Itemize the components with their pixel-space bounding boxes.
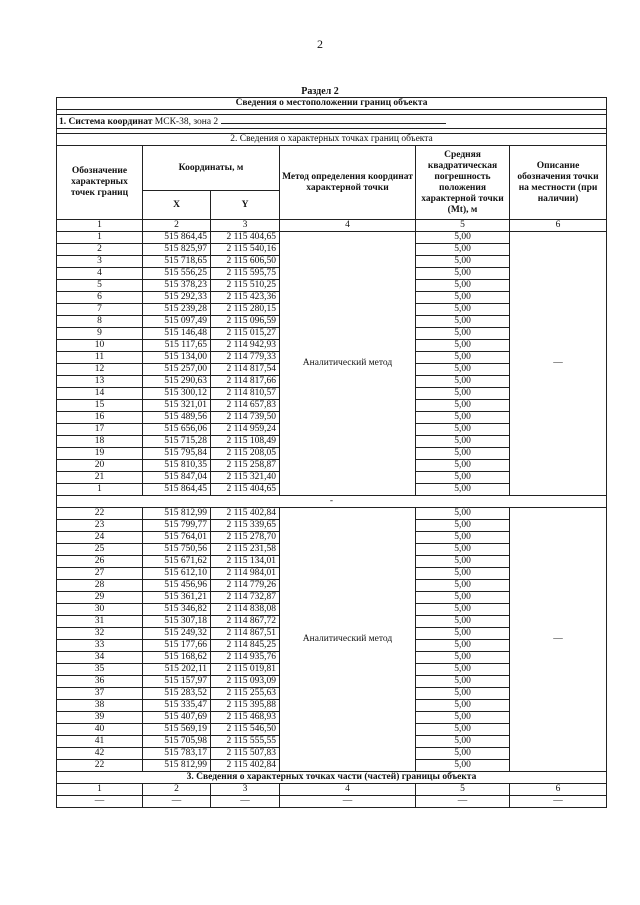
point-number: 21 <box>57 472 143 484</box>
coord-x: 515 307,18 <box>143 616 211 628</box>
point-number: 40 <box>57 724 143 736</box>
coord-x: 515 168,62 <box>143 652 211 664</box>
error-value: 5,00 <box>416 664 510 676</box>
page-number: 2 <box>317 37 323 51</box>
coord-y: 2 115 280,15 <box>211 304 280 316</box>
coord-y: 2 115 423,36 <box>211 292 280 304</box>
column-number-6: 6 <box>510 220 607 232</box>
coord-y: 2 115 546,50 <box>211 724 280 736</box>
coord-y: 2 115 255,63 <box>211 688 280 700</box>
error-value: 5,00 <box>416 652 510 664</box>
coord-x: 515 569,19 <box>143 724 211 736</box>
coord-y: 2 114 657,83 <box>211 400 280 412</box>
header-coordinates: Координаты, м <box>143 146 280 191</box>
description-cell: — <box>510 232 607 496</box>
coord-y: 2 115 015,27 <box>211 328 280 340</box>
dash-cell: — <box>510 796 607 808</box>
error-value: 5,00 <box>416 640 510 652</box>
coord-x: 515 847,04 <box>143 472 211 484</box>
error-value: 5,00 <box>416 376 510 388</box>
error-value: 5,00 <box>416 400 510 412</box>
point-number: 1 <box>57 232 143 244</box>
coord-x: 515 097,49 <box>143 316 211 328</box>
point-number: 17 <box>57 424 143 436</box>
error-value: 5,00 <box>416 580 510 592</box>
coord-y: 2 115 468,93 <box>211 712 280 724</box>
error-value: 5,00 <box>416 424 510 436</box>
point-number: 7 <box>57 304 143 316</box>
coord-y: 2 115 402,84 <box>211 760 280 772</box>
point-number: 12 <box>57 364 143 376</box>
error-value: 5,00 <box>416 448 510 460</box>
column-number-3: 3 <box>211 784 280 796</box>
error-value: 5,00 <box>416 304 510 316</box>
coord-y: 2 114 845,25 <box>211 640 280 652</box>
point-number: 32 <box>57 628 143 640</box>
coord-x: 515 718,65 <box>143 256 211 268</box>
description-cell: — <box>510 508 607 772</box>
coord-y: 2 114 935,76 <box>211 652 280 664</box>
coord-y: 2 115 510,25 <box>211 280 280 292</box>
coord-y: 2 115 134,01 <box>211 556 280 568</box>
coord-x: 515 177,66 <box>143 640 211 652</box>
coord-x: 515 292,33 <box>143 292 211 304</box>
coord-x: 515 117,65 <box>143 340 211 352</box>
point-number: 19 <box>57 448 143 460</box>
point-number: 34 <box>57 652 143 664</box>
coord-y: 2 115 108,49 <box>211 436 280 448</box>
error-value: 5,00 <box>416 340 510 352</box>
coord-y: 2 115 595,75 <box>211 268 280 280</box>
error-value: 5,00 <box>416 544 510 556</box>
error-value: 5,00 <box>416 604 510 616</box>
coord-x: 515 812,99 <box>143 508 211 520</box>
point-number: 10 <box>57 340 143 352</box>
coord-x: 515 321,01 <box>143 400 211 412</box>
error-value: 5,00 <box>416 388 510 400</box>
header-designation: Обозначение характерных точек границ <box>57 146 143 220</box>
boundary-table <box>56 97 607 808</box>
coord-x: 515 257,00 <box>143 364 211 376</box>
error-value: 5,00 <box>416 244 510 256</box>
point-number: 37 <box>57 688 143 700</box>
point-number: 39 <box>57 712 143 724</box>
error-value: 5,00 <box>416 316 510 328</box>
coord-x: 515 361,21 <box>143 592 211 604</box>
coord-y: 2 114 942,93 <box>211 340 280 352</box>
contour-separator-row <box>57 496 607 508</box>
coord-y: 2 115 321,40 <box>211 472 280 484</box>
point-number: 1 <box>57 484 143 496</box>
point-number: 9 <box>57 328 143 340</box>
coord-y: 2 114 867,51 <box>211 628 280 640</box>
coord-x: 515 864,45 <box>143 484 211 496</box>
coord-x: 515 290,63 <box>143 376 211 388</box>
point-number: 16 <box>57 412 143 424</box>
point-number: 41 <box>57 736 143 748</box>
coord-x: 515 612,10 <box>143 568 211 580</box>
coord-y: 2 115 278,70 <box>211 532 280 544</box>
error-value: 5,00 <box>416 628 510 640</box>
point-number: 38 <box>57 700 143 712</box>
coord-y: 2 115 208,05 <box>211 448 280 460</box>
coord-x: 515 812,99 <box>143 760 211 772</box>
coord-x: 515 864,45 <box>143 232 211 244</box>
coord-y: 2 115 096,59 <box>211 316 280 328</box>
system-label: 1. Система координат <box>59 117 153 127</box>
point-number: 28 <box>57 580 143 592</box>
error-value: 5,00 <box>416 676 510 688</box>
table-row <box>57 232 607 244</box>
coord-x: 515 378,23 <box>143 280 211 292</box>
coord-x: 515 335,47 <box>143 700 211 712</box>
coord-x: 515 750,56 <box>143 544 211 556</box>
coord-y: 2 114 732,87 <box>211 592 280 604</box>
point-number: 5 <box>57 280 143 292</box>
error-value: 5,00 <box>416 256 510 268</box>
coord-y: 2 115 258,87 <box>211 460 280 472</box>
header-x: X <box>143 191 211 220</box>
coord-x: 515 300,12 <box>143 388 211 400</box>
point-number: 8 <box>57 316 143 328</box>
point-number: 26 <box>57 556 143 568</box>
error-value: 5,00 <box>416 700 510 712</box>
point-number: 29 <box>57 592 143 604</box>
coord-y: 2 114 984,01 <box>211 568 280 580</box>
column-number-3: 3 <box>211 220 280 232</box>
coord-y: 2 114 817,54 <box>211 364 280 376</box>
error-value: 5,00 <box>416 568 510 580</box>
coord-y: 2 115 019,81 <box>211 664 280 676</box>
method-cell: Аналитический метод <box>280 508 416 772</box>
underline <box>221 115 446 124</box>
header-y: Y <box>211 191 280 220</box>
coord-y: 2 115 402,84 <box>211 508 280 520</box>
error-value: 5,00 <box>416 616 510 628</box>
error-value: 5,00 <box>416 592 510 604</box>
dash-cell: — <box>211 796 280 808</box>
column-number-5: 5 <box>416 220 510 232</box>
point-number: 11 <box>57 352 143 364</box>
coord-y: 2 115 395,88 <box>211 700 280 712</box>
column-number-1: 1 <box>57 220 143 232</box>
empty-dash-row <box>57 796 607 808</box>
coord-x: 515 407,69 <box>143 712 211 724</box>
error-value: 5,00 <box>416 268 510 280</box>
coord-y: 2 115 540,16 <box>211 244 280 256</box>
point-number: 33 <box>57 640 143 652</box>
point-number: 22 <box>57 508 143 520</box>
point-number: 6 <box>57 292 143 304</box>
coord-x: 515 239,28 <box>143 304 211 316</box>
column-number-1: 1 <box>57 784 143 796</box>
coord-y: 2 115 507,83 <box>211 748 280 760</box>
coord-y: 2 114 779,26 <box>211 580 280 592</box>
point-number: 13 <box>57 376 143 388</box>
coord-x: 515 799,77 <box>143 520 211 532</box>
point-number: 24 <box>57 532 143 544</box>
error-value: 5,00 <box>416 688 510 700</box>
error-value: 5,00 <box>416 352 510 364</box>
coord-y: 2 114 810,57 <box>211 388 280 400</box>
header-error: Средняя квадратическая погрешность положения характерной точки (Mt), м <box>416 146 510 220</box>
dash-cell: — <box>143 796 211 808</box>
coord-x: 515 283,52 <box>143 688 211 700</box>
coord-y: 2 114 959,24 <box>211 424 280 436</box>
coord-x: 515 795,84 <box>143 448 211 460</box>
coord-x: 515 671,62 <box>143 556 211 568</box>
coord-y: 2 114 838,08 <box>211 604 280 616</box>
coord-x: 515 202,11 <box>143 664 211 676</box>
coord-x: 515 134,00 <box>143 352 211 364</box>
coord-x: 515 810,35 <box>143 460 211 472</box>
error-value: 5,00 <box>416 760 510 772</box>
error-value: 5,00 <box>416 508 510 520</box>
coord-y: 2 115 231,58 <box>211 544 280 556</box>
column-numbers-row <box>57 784 607 796</box>
error-value: 5,00 <box>416 712 510 724</box>
coord-y: 2 115 606,50 <box>211 256 280 268</box>
coord-x: 515 715,28 <box>143 436 211 448</box>
column-number-6: 6 <box>510 784 607 796</box>
coord-y: 2 115 555,55 <box>211 736 280 748</box>
system-value: МСК-38, зона 2 <box>154 117 219 127</box>
column-number-4: 4 <box>280 784 416 796</box>
coord-y: 2 115 093,09 <box>211 676 280 688</box>
error-value: 5,00 <box>416 748 510 760</box>
error-value: 5,00 <box>416 532 510 544</box>
error-value: 5,00 <box>416 460 510 472</box>
point-number: 23 <box>57 520 143 532</box>
point-number: 25 <box>57 544 143 556</box>
error-value: 5,00 <box>416 724 510 736</box>
error-value: 5,00 <box>416 412 510 424</box>
header-description: Описание обозначения точки на местности (при наличии) <box>510 146 607 220</box>
column-number-2: 2 <box>143 784 211 796</box>
error-value: 5,00 <box>416 520 510 532</box>
error-value: 5,00 <box>416 736 510 748</box>
contour-separator: - <box>57 496 607 508</box>
coord-y: 2 115 404,65 <box>211 232 280 244</box>
header-method: Метод определения координат характерной точки <box>280 146 416 220</box>
error-value: 5,00 <box>416 328 510 340</box>
point-number: 20 <box>57 460 143 472</box>
coord-x: 515 825,97 <box>143 244 211 256</box>
point-number: 36 <box>57 676 143 688</box>
method-cell: Аналитический метод <box>280 232 416 496</box>
subsection-3-row <box>57 772 607 784</box>
error-value: 5,00 <box>416 556 510 568</box>
point-number: 18 <box>57 436 143 448</box>
coordinate-system-row <box>57 115 607 129</box>
point-number: 35 <box>57 664 143 676</box>
coord-x: 515 249,32 <box>143 628 211 640</box>
coord-y: 2 115 339,65 <box>211 520 280 532</box>
coord-x: 515 783,17 <box>143 748 211 760</box>
coord-y: 2 114 739,50 <box>211 412 280 424</box>
column-number-5: 5 <box>416 784 510 796</box>
point-number: 31 <box>57 616 143 628</box>
coord-y: 2 114 867,72 <box>211 616 280 628</box>
error-value: 5,00 <box>416 472 510 484</box>
coord-x: 515 556,25 <box>143 268 211 280</box>
point-number: 22 <box>57 760 143 772</box>
coord-x: 515 705,98 <box>143 736 211 748</box>
subsection-3-title: 3. Сведения о характерных точках части (частей) границы объекта <box>57 772 607 784</box>
point-number: 14 <box>57 388 143 400</box>
coord-y: 2 114 779,33 <box>211 352 280 364</box>
dash-cell: — <box>280 796 416 808</box>
coord-x: 515 764,01 <box>143 532 211 544</box>
error-value: 5,00 <box>416 364 510 376</box>
coord-y: 2 114 817,66 <box>211 376 280 388</box>
section-title: Раздел 2 <box>301 86 339 97</box>
coord-x: 515 489,56 <box>143 412 211 424</box>
error-value: 5,00 <box>416 484 510 496</box>
coord-y: 2 115 404,65 <box>211 484 280 496</box>
point-number: 30 <box>57 604 143 616</box>
error-value: 5,00 <box>416 436 510 448</box>
point-number: 27 <box>57 568 143 580</box>
subsection-2-title: 2. Сведения о характерных точках границ объекта <box>57 134 607 146</box>
block-title: Сведения о местоположении границ объекта <box>57 98 607 110</box>
point-number: 2 <box>57 244 143 256</box>
error-value: 5,00 <box>416 292 510 304</box>
point-number: 4 <box>57 268 143 280</box>
table-row <box>57 508 607 520</box>
point-number: 42 <box>57 748 143 760</box>
coord-x: 515 146,48 <box>143 328 211 340</box>
coord-x: 515 456,96 <box>143 580 211 592</box>
point-number: 3 <box>57 256 143 268</box>
error-value: 5,00 <box>416 280 510 292</box>
point-number: 15 <box>57 400 143 412</box>
coord-x: 515 157,97 <box>143 676 211 688</box>
coord-x: 515 656,06 <box>143 424 211 436</box>
dash-cell: — <box>416 796 510 808</box>
dash-cell: — <box>57 796 143 808</box>
column-number-4: 4 <box>280 220 416 232</box>
coord-x: 515 346,82 <box>143 604 211 616</box>
error-value: 5,00 <box>416 232 510 244</box>
column-number-2: 2 <box>143 220 211 232</box>
